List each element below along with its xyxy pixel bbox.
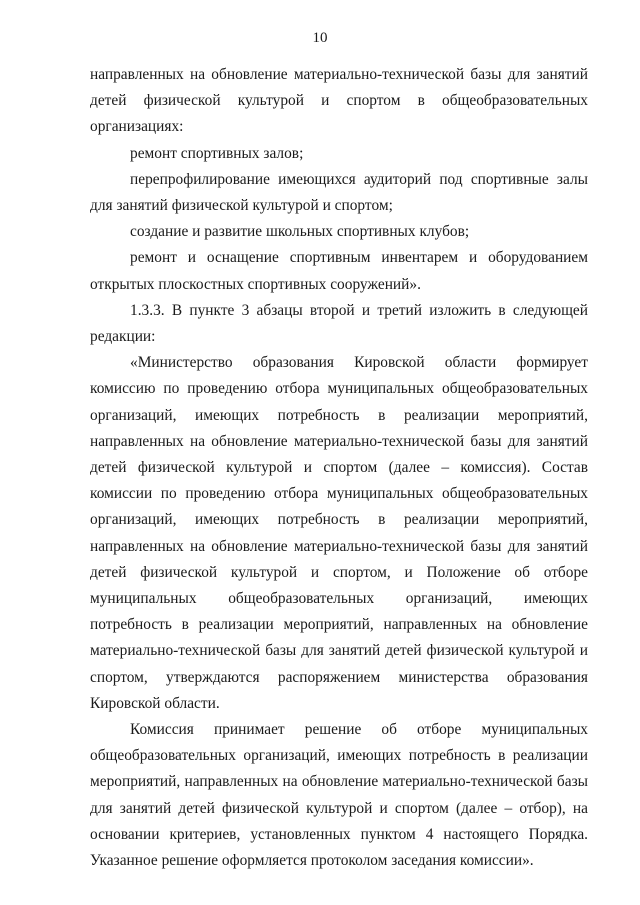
paragraph-commission-decision: Комиссия принимает решение об отборе муниципальных общеобразовательных организаций, имеющих потребность в реализации мероприятий, направленных на обновление материально-технической базы для занятий детей физической культурой и спортом (далее – отбор), на основании критериев, установленных пунктом 4 настоящего Порядка. Указанное решение оформляется протоколом заседания комиссии». xyxy=(90,721,588,870)
amendment-clause-1-3-3: 1.3.3. В пункте 3 абзацы второй и третий изложить в следующей редакции: xyxy=(90,301,588,346)
document-body xyxy=(90,62,588,874)
list-item-gym-repair: ремонт спортивных залов; xyxy=(130,144,304,162)
list-item-outdoor-facilities: ремонт и оснащение спортивным инвентарем и оборудованием открытых плоскостных спортивных сооружений». xyxy=(90,249,588,293)
paragraph-continuation: направленных на обновление материально-технической базы для занятий детей физической культурой и спортом в общеобразовательных организациях: xyxy=(90,66,588,136)
list-item-auditorium-conversion: перепрофилирование имеющихся аудиторий под спортивные залы для занятий физической культурой и спортом; xyxy=(90,170,588,215)
paragraph-commission-formation: «Министерство образования Кировской области формирует комиссию по проведению отбора муниципальных общеобразовательных организаций, имеющих потребность в реализации мероприятий, направленных на обновление материально-технической базы для занятий детей физической культурой и спортом (далее – комиссия). Состав комиссии по проведению отбора муниципальных общеобразовательных организаций, имеющих потребность в реализации мероприятий, направленных на обновление материально-технической базы для занятий детей физической культурой и спортом, и Положение об отборе муниципальных общеобразовательных организаций, имеющих потребность в реализации мероприятий, направленных на обновление материально-технической базы для занятий детей физической культурой и спортом, утверждаются распоряжением министерства образования Кировской области. xyxy=(90,354,588,712)
list-item-school-sports-clubs: создание и развитие школьных спортивных клубов; xyxy=(130,223,470,241)
page-number: 10 xyxy=(312,30,328,46)
